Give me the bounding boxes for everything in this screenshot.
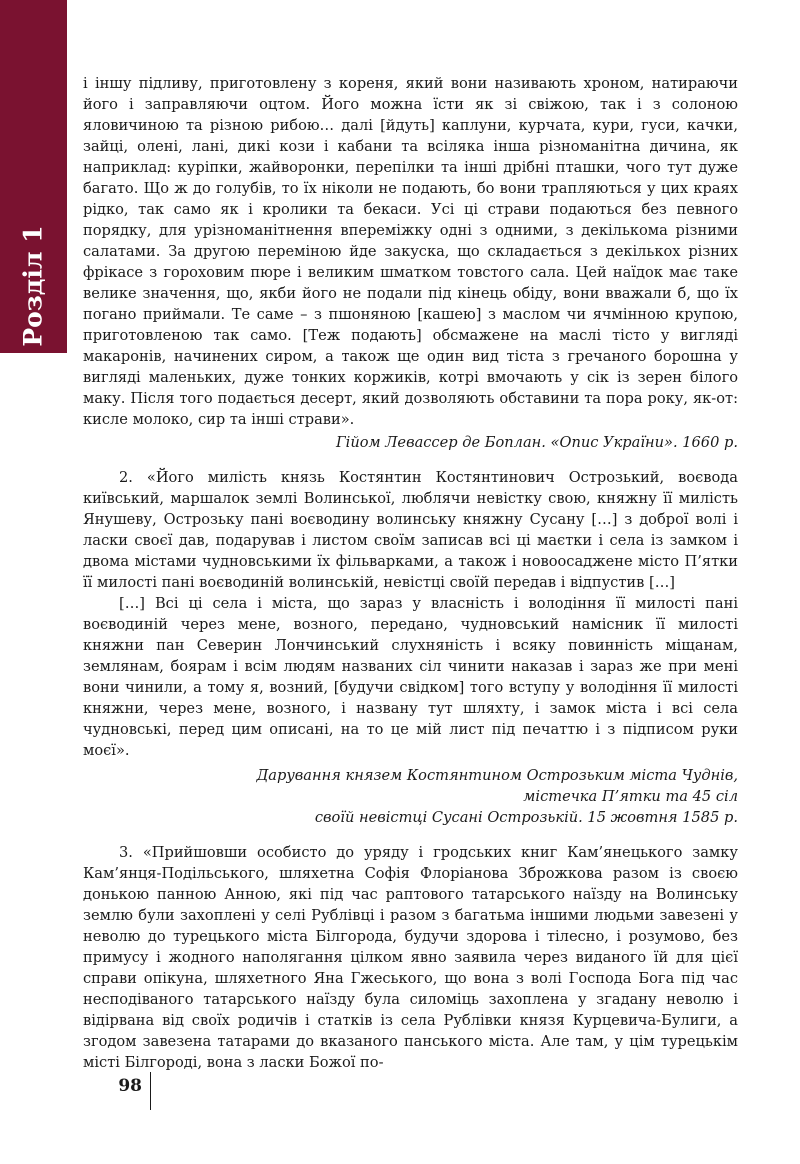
- section-label: Розділ 1: [18, 225, 48, 347]
- excerpt-2-paragraph-1: 2. «Його милість князь Костянтин Костянтинович Острозький, воєвода київський, маршалок землі Волинської, люблячи невістку свою, княжну її милість Янушеву, Острозьку пані воєводину волинську княжну Сусану […] з доброї волі і ласки своєї дав, подарував і листом своїм записав всі ці маєтки і села із замком і двома містами чудновськими їх фільварками, а також і новоосаджене місто П’ятки її милості пані воєводиній волинській, невістці своїй передав і відпустив […]: [83, 469, 738, 591]
- excerpt-2-source-line-1: Дарування князем Костянтином Острозьким міста Чуднів,: [256, 767, 738, 784]
- excerpt-1-text: і іншу підливу, приготовлену з кореня, який вони називають хроном, натираючи його і заправляючи оцтом. Його можна їсти як зі свіжою, так і з солоною яловичиною та різною рибою… далі [йдуть] каплуни, курчата, кури, гуси, качки, зайці, олені, лані, дикі кози і кабани та всіляка інша різноманітна дичина, як наприклад: курiпки, жайворонки, перепілки та інші дрібні пташки, чого тут дуже багато. Що ж до голубів, то їх ніколи не подають, бо вони трапляються у цих краях рідко, так само як і кролики та бекаси. Усі ці страви подаються без певного порядку, для урізноманітнення впереміжку одні з одними, з декількома різними салатами. За другою переміною йде закуска, що складається з декількох різних фрікасе з гороховим пюре і великим шматком товстого сала. Цей наїдок має таке велике значення, що, якби його не подали під кінець обіду, вони вважали б, що їх погано приймали. Те саме – з пшоняною [кашею] з маслом чи ячмінною крупою, приготовленою так само. [Теж подають] обсмажене на маслі тісто у вигляді макаронів, начинених сиром, а також ще один вид тіста з гречаного борошна у вигляді маленьких, дуже тонких коржиків, котрі вмочають у сік із зерен білого маку. Після того подається десерт, який дозволяють обставини та пора року, як-от: кисле молоко, сир та інші страви».: [83, 75, 738, 428]
- footer-divider: [150, 1072, 151, 1110]
- page-number: 98: [118, 1076, 142, 1096]
- excerpt-2-source: [83, 765, 738, 828]
- excerpt-2-paragraph-2: […] Всі ці села і міста, що зараз у власність і володіння її милості пані воєводиній через мене, возного, передано, чудновський намісник її милості княжни пан Северин Лончинський слухняність і всяку повинність міщанам, землянам, боярам і всім людям названих сіл чинити наказав і зараз же при мені вони чинили, а тому я, возний, [будучи свідком] того вступу у володіння її милості княжни, через мене, возного, і названу тут шляхту, і замок міста і всі села чудновські, перед цим описані, на то це мій лист під печаттю і з підписом руки моєї».: [83, 595, 738, 759]
- section-tab: [0, 0, 67, 353]
- page-footer: [100, 1076, 160, 1116]
- excerpt-2-source-line-2: містечка П’ятки та 45 сіл: [523, 788, 738, 805]
- excerpt-2-source-line-3: своїй невістці Сусані Острозькій. 15 жовтня 1585 р.: [314, 809, 738, 826]
- page-body: [83, 73, 738, 1073]
- excerpt-1-source: Гійом Левассер де Боплан. «Опис України». 1660 р.: [336, 434, 738, 451]
- excerpt-3-text: 3. «Прийшовши особисто до уряду і гродських книг Кам’янецького замку Кам’янця-Подільського, шляхетна Софія Флоріанова Зброжкова разом із своєю донькою панною Анною, які під час раптового татарського наїзду на Волинську землю були захоплені у селі Рублівці і разом з багатьма іншими людьми завезені у неволю до турецького міста Білгорода, будучи здорова і тілесно, і розумово, без примусу і жодного наполягання цілком явно заявила через виданого їй для цієї справи опікуна, шляхетного Яна Гжеського, що вона з волі Господа Бога під час несподіваного татарського наїзду була силоміць захоплена у згадану неволю і відірвана від своїх родичів і статків із села Рублівки князя Курцевича-Булиги, а згодом завезена татарами до вказаного панського міста. Але там, у цім турецькім місті Білгороді, вона з ласки Божої по-: [83, 844, 738, 1071]
